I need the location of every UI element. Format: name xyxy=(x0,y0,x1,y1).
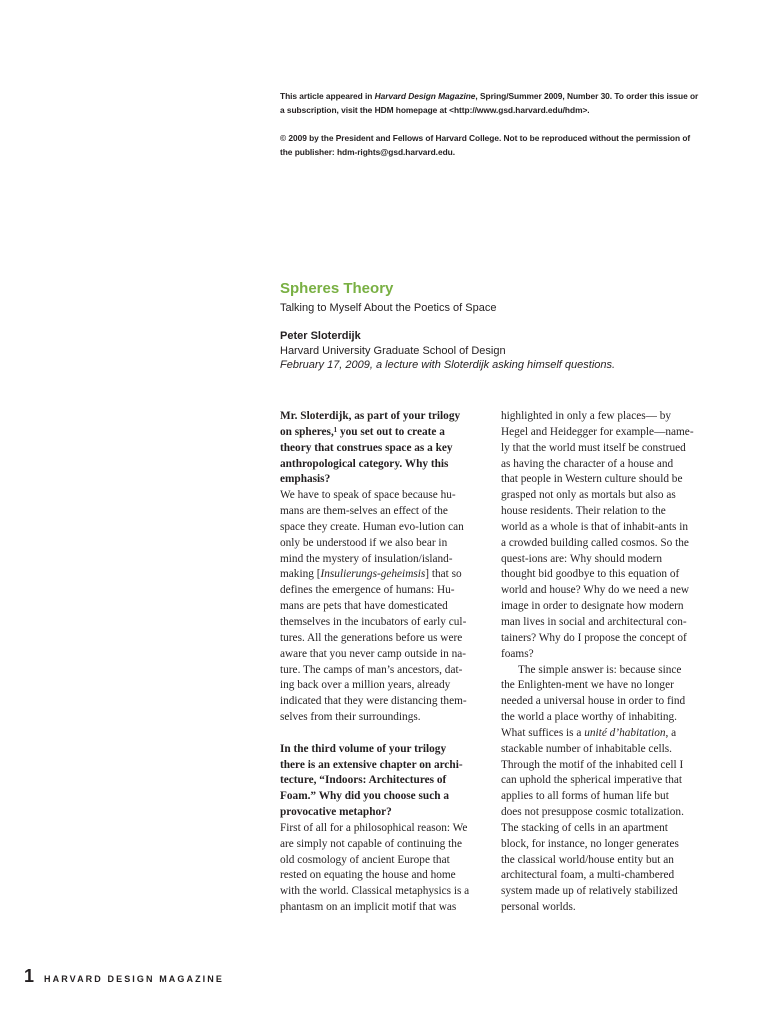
question-2 xyxy=(280,742,490,821)
text-line: on spheres,¹ you set out to create a xyxy=(280,425,445,438)
text-line: highlighted in only a few places— by xyxy=(501,410,672,422)
text-line: a crowded building called cosmos. So the xyxy=(501,536,689,549)
answer-2 xyxy=(280,821,490,916)
text-line: world and house? Why do we need a new xyxy=(501,584,690,597)
text-line: only be understood if we also bear in xyxy=(280,536,448,549)
text-line: The stacking of cells in an apartment xyxy=(501,821,668,834)
text-line: thought bid goodbye to this equation of xyxy=(501,568,680,581)
answer-2-paragraph-2 xyxy=(501,663,711,917)
text-line: Hegel and Heidegger for example—name- xyxy=(501,425,694,438)
text-line: mans are them-selves an effect of the xyxy=(280,505,448,518)
text-line: making [Insulierungs-geheimsis] that so xyxy=(280,568,462,581)
text-line: tainers? Why do I propose the concept of xyxy=(501,631,687,644)
text-line: that people in Western culture should be xyxy=(501,473,683,486)
text-line: Foam.” Why did you choose such a xyxy=(280,790,449,803)
magazine-title-italic: Harvard Design Magazine xyxy=(374,91,476,101)
text-line: ing back over a million years, already xyxy=(280,679,451,692)
text-line: needed a universal house in order to find xyxy=(501,695,686,708)
notice-line-1: This article appeared in Harvard Design Magazine, Spring/Summer 2009, Number 30. To order this issue or xyxy=(280,91,699,101)
text-line: can uphold the spherical imperative that xyxy=(501,774,682,787)
text-line: block, for instance, no longer generates xyxy=(501,837,679,850)
text-line: ture. The camps of man’s ancestors, dat- xyxy=(280,663,463,676)
article-title: Spheres Theory xyxy=(280,280,394,297)
text-line: architectural foam, a multi-chambered xyxy=(501,869,675,882)
text-line: What suffices is a unité d’habitation, a xyxy=(501,726,677,739)
text-line: Through the motif of the inhabited cell I xyxy=(501,758,684,771)
page-number: 1 xyxy=(24,966,35,986)
page-footer xyxy=(24,966,224,987)
text-line: We have to speak of space because hu- xyxy=(280,489,456,502)
magazine-name: HARVARD DESIGN MAGAZINE xyxy=(44,974,224,984)
text-line: indicated that they were distancing them- xyxy=(280,695,467,708)
text-line: ly that the world must itself be construed xyxy=(501,441,686,454)
text-line: as having the character of a house and xyxy=(501,457,674,470)
text-line: mans are pets that have domesticated xyxy=(280,600,448,613)
french-term: unité d’habitation xyxy=(584,726,666,739)
text-line: there is an extensive chapter on archi- xyxy=(280,758,463,771)
text-line: Mr. Sloterdijk, as part of your trilogy xyxy=(280,410,461,422)
author-name: Peter Sloterdijk xyxy=(280,330,361,342)
text-line: image in order to designate how modern xyxy=(501,600,684,613)
question-1 xyxy=(280,409,490,488)
text-line: man lives in social and architectural con- xyxy=(501,615,687,628)
text-line: house residents. Their relation to the xyxy=(501,505,666,518)
text-column-left xyxy=(280,409,490,916)
text-line: tures. All the generations before us were xyxy=(280,631,463,644)
lecture-note: February 17, 2009, a lecture with Sloterdijk asking himself questions. xyxy=(280,359,616,371)
notice-line-2: a subscription, visit the HDM homepage at <http://www.gsd.harvard.edu/hdm>. xyxy=(280,105,590,115)
text-line: In the third volume of your trilogy xyxy=(280,742,447,755)
text-line: with the world. Classical metaphysics is a xyxy=(280,885,470,898)
text-column-right xyxy=(501,409,711,916)
text-line: provocative metaphor? xyxy=(280,806,392,819)
text-line: are simply not capable of continuing the xyxy=(280,837,462,850)
text-line: themselves in the incubators of early cul- xyxy=(280,615,467,628)
text-line: applies to all forms of human life but xyxy=(501,790,669,803)
text-line: the world a place worthy of inhabiting. xyxy=(501,711,677,724)
text-line: rested on equating the house and home xyxy=(280,869,456,882)
text-line: quest-ions are: Why should modern xyxy=(501,552,663,565)
text-line: does not presuppose cosmic totalization. xyxy=(501,806,684,819)
publication-notice xyxy=(280,89,720,159)
text-line: old cosmology of ancient Europe that xyxy=(280,853,450,866)
text-line: the classical world/house entity but an xyxy=(501,853,674,866)
copyright-line-2: the publisher: hdm-rights@gsd.harvard.edu. xyxy=(280,147,455,157)
text-line: defines the emergence of humans: Hu- xyxy=(280,584,455,597)
text-line: phantasm on an implicit motif that was xyxy=(280,901,457,914)
author-block xyxy=(280,329,615,373)
text-line: grasped not only as mortals but also as xyxy=(501,489,676,502)
text-line: foams? xyxy=(501,647,534,660)
text-line: mind the mystery of insulation/island- xyxy=(280,552,453,565)
text-line: The simple answer is: because since xyxy=(518,663,682,676)
text-line: system made up of relatively stabilized xyxy=(501,885,678,898)
text-line: First of all for a philosophical reason: We xyxy=(280,821,468,834)
text-line: aware that you never camp outside in na- xyxy=(280,647,467,660)
text-line: theory that construes space as a key xyxy=(280,441,453,454)
text-line: selves from their surroundings. xyxy=(280,711,421,724)
answer-2-continued xyxy=(501,409,711,663)
text-line: space they create. Human evo-lution can xyxy=(280,520,464,533)
text-line: world as a whole is that of inhabit-ants in xyxy=(501,520,688,533)
text-line: the Enlighten-ment we have no longer xyxy=(501,679,674,692)
text-line: personal worlds. xyxy=(501,901,576,914)
text-line: tecture, “Indoors: Architectures of xyxy=(280,774,447,787)
article-subtitle: Talking to Myself About the Poetics of Space xyxy=(280,302,497,314)
text-line: anthropological category. Why this xyxy=(280,457,449,470)
text-line: emphasis? xyxy=(280,473,331,486)
answer-1 xyxy=(280,488,490,726)
author-affiliation: Harvard University Graduate School of Design xyxy=(280,344,506,357)
text-line: stackable number of inhabitable cells. xyxy=(501,742,672,755)
german-term: Insulierungs-geheimsis xyxy=(320,568,426,581)
copyright-line-1: © 2009 by the President and Fellows of Harvard College. Not to be reproduced without the permission of xyxy=(280,133,691,143)
